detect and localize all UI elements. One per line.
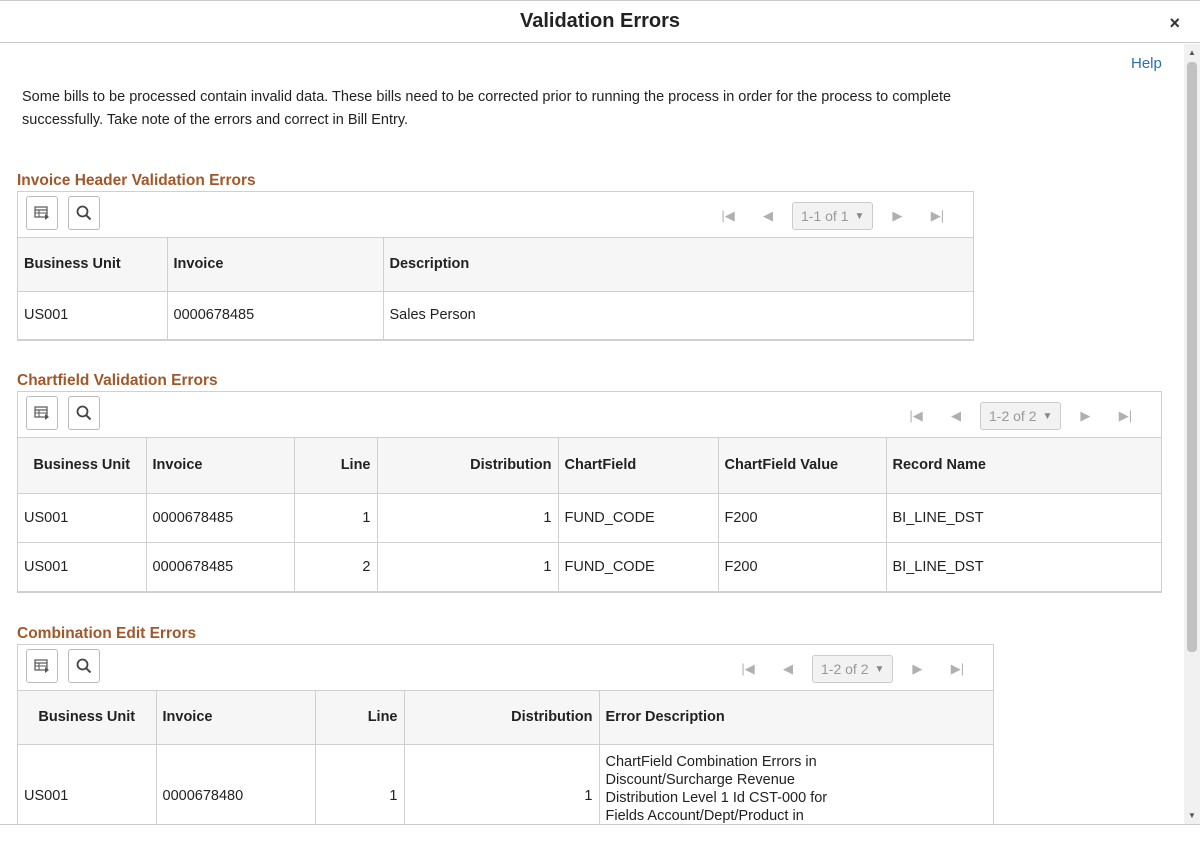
dialog-titlebar [0, 0, 1200, 43]
last-page-icon[interactable]: ▶| [950, 661, 965, 676]
line-cell: 1 [315, 744, 404, 824]
last-page-icon[interactable]: ▶| [930, 208, 945, 223]
page-select-value: 1-2 of 2 [821, 661, 869, 677]
next-page-icon[interactable]: ▶ [1080, 408, 1091, 423]
search-icon [76, 205, 92, 221]
column-header[interactable]: Record Name [886, 438, 1161, 493]
chevron-down-icon: ▼ [854, 210, 865, 222]
column-header[interactable]: ChartField Value [718, 438, 886, 493]
scroll-up-icon[interactable]: ▲ [1188, 48, 1196, 57]
page-select[interactable] [792, 202, 873, 230]
line-cell: 1 [294, 493, 377, 542]
chevron-down-icon: ▼ [1042, 410, 1053, 422]
chartfield-table [18, 438, 1161, 592]
next-page-icon[interactable]: ▶ [912, 661, 923, 676]
column-header[interactable]: Business Unit [18, 691, 156, 744]
grid-pager-nav [708, 201, 957, 231]
page-select-value: 1-2 of 2 [989, 408, 1037, 424]
page-select[interactable] [980, 402, 1061, 430]
help-link[interactable]: Help [1131, 55, 1162, 72]
table-header-row [18, 438, 1161, 493]
distribution-cell: 1 [377, 542, 558, 591]
column-header[interactable]: Description [383, 238, 973, 291]
table-header-row [18, 691, 993, 744]
chartfield-grid [17, 391, 1162, 593]
invoice-header-section-title: Invoice Header Validation Errors [17, 172, 256, 189]
record-name-cell: BI_LINE_DST [886, 542, 1161, 591]
column-header[interactable]: Line [315, 691, 404, 744]
page-select-value: 1-1 of 1 [801, 208, 849, 224]
column-header[interactable]: Invoice [146, 438, 294, 493]
vertical-scrollbar[interactable] [1184, 44, 1200, 824]
column-header[interactable]: Distribution [404, 691, 599, 744]
column-header[interactable]: Business Unit [18, 238, 167, 291]
combination-grid [17, 644, 994, 824]
search-icon [76, 658, 92, 674]
previous-page-icon[interactable]: ◀ [783, 661, 793, 676]
table-row [18, 291, 973, 339]
dialog-content[interactable] [0, 44, 1184, 824]
column-header[interactable]: Distribution [377, 438, 558, 493]
intro-text: Some bills to be processed contain invalid data. These bills need to be corrected prior to running the process in order for the process to complete successfully. Take note of the errors and correct in Bill Entry. [22, 89, 952, 128]
invoice-cell: 0000678485 [146, 542, 294, 591]
grid-view-button[interactable] [26, 649, 58, 683]
grid-view-icon [34, 406, 50, 420]
table-row [18, 744, 993, 824]
grid-toolbar [18, 192, 973, 238]
page-select[interactable] [812, 655, 893, 683]
search-button[interactable] [68, 649, 100, 683]
previous-page-icon[interactable]: ◀ [763, 208, 773, 223]
chartfield-value-cell: F200 [718, 493, 886, 542]
chevron-down-icon: ▼ [874, 663, 885, 675]
invoice-header-table [18, 238, 973, 340]
distribution-cell: 1 [404, 744, 599, 824]
table-row [18, 493, 1161, 542]
business-unit-cell: US001 [18, 493, 146, 542]
description-cell: Sales Person [383, 291, 973, 339]
combination-table [18, 691, 993, 824]
first-page-icon[interactable]: |◀ [721, 208, 735, 223]
invoice-cell: 0000678485 [167, 291, 383, 339]
dialog-title: Validation Errors [519, 10, 681, 32]
invoice-cell: 0000678485 [146, 493, 294, 542]
grid-toolbar [18, 392, 1161, 438]
combination-section-title: Combination Edit Errors [17, 625, 197, 642]
last-page-icon[interactable]: ▶| [1118, 408, 1133, 423]
distribution-cell: 1 [377, 493, 558, 542]
column-header[interactable]: Business Unit [18, 438, 146, 493]
dialog-footer [0, 824, 1200, 846]
grid-view-button[interactable] [26, 396, 58, 430]
first-page-icon[interactable]: |◀ [741, 661, 755, 676]
grid-view-icon [34, 206, 50, 220]
column-header[interactable]: ChartField [558, 438, 718, 493]
search-button[interactable] [68, 196, 100, 230]
invoice-header-grid [17, 191, 974, 341]
search-icon [76, 405, 92, 421]
column-header[interactable]: Invoice [167, 238, 383, 291]
business-unit-cell: US001 [18, 542, 146, 591]
business-unit-cell: US001 [18, 744, 156, 824]
close-icon[interactable]: × [1169, 13, 1180, 33]
grid-view-icon [34, 659, 50, 673]
grid-view-button[interactable] [26, 196, 58, 230]
column-header[interactable]: Invoice [156, 691, 315, 744]
next-page-icon[interactable]: ▶ [892, 208, 903, 223]
previous-page-icon[interactable]: ◀ [951, 408, 961, 423]
chartfield-cell: FUND_CODE [558, 542, 718, 591]
column-header[interactable]: Error Description [599, 691, 993, 744]
record-name-cell: BI_LINE_DST [886, 493, 1161, 542]
table-row [18, 542, 1161, 591]
column-header[interactable]: Line [294, 438, 377, 493]
error-description-cell: ChartField Combination Errors in Discount/Surcharge Revenue Distribution Level 1 Id CST-000 for Fields Account/Dept/Product in [599, 744, 993, 824]
line-cell: 2 [294, 542, 377, 591]
search-button[interactable] [68, 396, 100, 430]
chartfield-value-cell: F200 [718, 542, 886, 591]
grid-toolbar [18, 645, 993, 691]
chartfield-cell: FUND_CODE [558, 493, 718, 542]
grid-pager-nav [896, 401, 1145, 431]
business-unit-cell: US001 [18, 291, 167, 339]
grid-pager-nav [728, 654, 977, 684]
scrollbar-thumb[interactable] [1187, 62, 1197, 652]
scroll-down-icon[interactable]: ▼ [1188, 811, 1196, 820]
first-page-icon[interactable]: |◀ [909, 408, 923, 423]
table-header-row [18, 238, 973, 291]
chartfield-section-title: Chartfield Validation Errors [17, 372, 218, 389]
invoice-cell: 0000678480 [156, 744, 315, 824]
